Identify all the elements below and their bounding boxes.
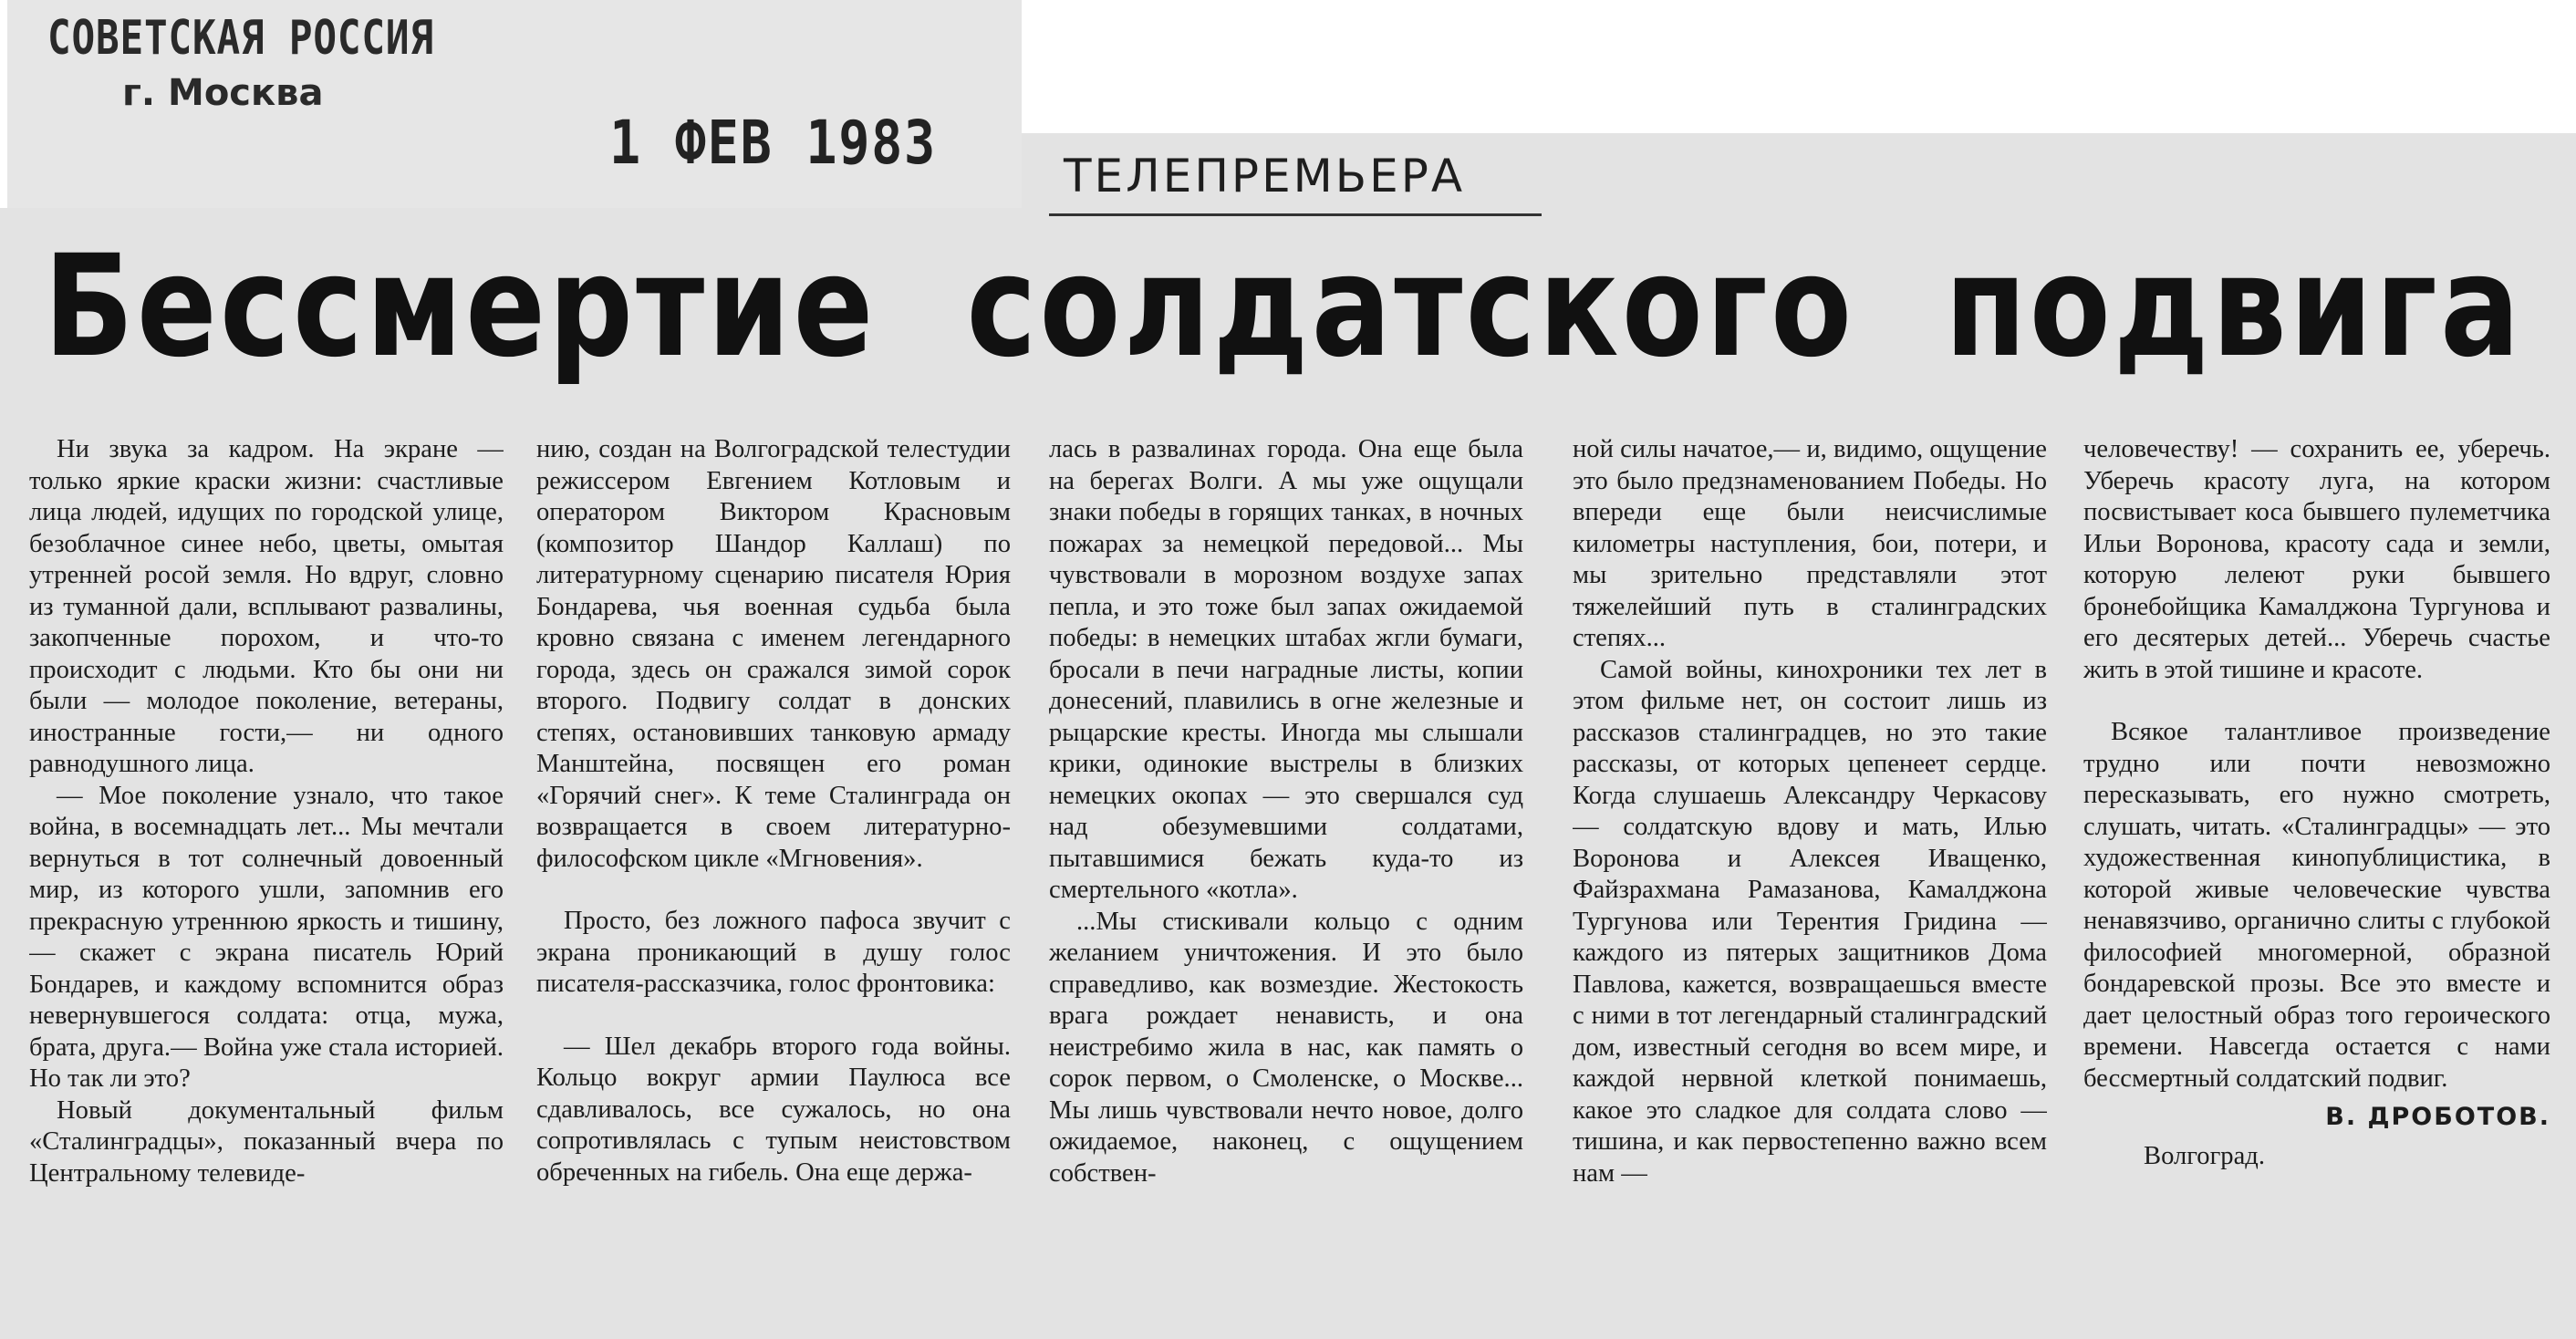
article-body	[29, 434, 2550, 1310]
newspaper-city: г. Москва	[122, 72, 324, 114]
newspaper-name: СОВЕТСКАЯ РОССИЯ	[47, 11, 434, 66]
paragraph: Ни звука за кадром. На экране — только яркие краски жизни: счастливые лица людей, идущих по городской улице, безоблачное синее небо, цветы, омытая утренней росой земля. Но вдруг, словно из туманной дали, всплывают развалины, закопченные порохом, и что-то происходит с людьми. Кто бы они ни были — молодое поколение, ветераны, иностранные гости,— ни одного равнодушного лица.	[29, 435, 504, 778]
paragraph: лась в развалинах города. Она еще была на берегах Волги. А мы уже ощущали знаки победы в горящих танках, в ночных пожарах за немецкой передовой... Мы чувствовали в морозном воздухе запах пепла, и это тоже был запах ожидаемой победы: в немецких штабах жгли бумаги, бросали в печи наградные листы, копии донесений, плавились в огне железные и рыцарские кресты. Иногда мы слышали крики, одинокие выстрелы в близких немецких окопах — это свершался суд над обезумевшими солдатами, пытавшимися бежать куда-то из смертельного «котла».	[1049, 435, 1523, 904]
column-1	[29, 434, 504, 1310]
article-headline: Бессмертие солдатского подвига	[44, 225, 2523, 389]
rubric-label: ТЕЛЕПРЕМЬЕРА	[1064, 150, 1466, 202]
paragraph: — Шел декабрь второго года войны. Кольцо вокруг армии Паулюса все сдавливалось, все сужалось, но она сопротивлялась с тупым неистовством обреченных на гибель. Она еще держа-	[536, 1032, 1011, 1187]
column-2	[536, 434, 1011, 1310]
author-signature: В. ДРОБОТОВ.	[2325, 1103, 2550, 1131]
date-stamp: 1 ФЕВ 1983	[609, 108, 937, 178]
author-location: Волгоград.	[2144, 1141, 2265, 1170]
paragraph: Просто, без ложного пафоса звучит с экрана проникающий в душу голос писателя-рассказчика, голос фронтовика:	[536, 907, 1011, 998]
paragraph: Всякое талантливое произведение трудно или почти невозможно пересказывать, его нужно смотреть, слушать, читать. «Сталинградцы» — это художественная кинопублицистика, в которой живые человеческие чувства ненавязчиво, органично слиты с глубокой философией многомерной, образной бондаревской прозы. Все это вместе и дает целостный образ того героического времени. Навсегда остается с нами бессмертный солдатский подвиг.	[2083, 718, 2550, 1093]
paragraph: — Мое поколение узнало, что такое война, в восемнадцать лет... Мы мечтали вернуться в тот солнечный довоенный мир, из которого ушли, запомнив его прекрасную утреннюю яркость и тишину,— скажет с экрана писатель Юрий Бондарев, и каждому вспомнится образ невернувшегося солдата: отца, мужа, брата, друга.— Война уже стала историей. Но так ли это?	[29, 781, 504, 1093]
newspaper-stamp	[47, 5, 434, 115]
paragraph: ной силы начатое,— и, видимо, ощущение это было предзнаменованием Победы. Но впереди еще были неисчислимые километры наступления, бои, потери, и мы зрительно представляли этот тяжелейший путь в сталинградских степях...	[1573, 435, 2047, 652]
paragraph: ...Мы стискивали кольцо с одним желанием уничтожения. И это было справедливо, как возмездие. Жестокость врага рождает ненависть, и она неистребимо жила в нас, как память о сорок первом, о Смоленске, о Москве... Мы лишь чувствовали нечто новое, долго ожидаемое, наконец, с ощущением собствен-	[1049, 907, 1523, 1188]
column-3	[1049, 434, 1523, 1310]
paragraph: Новый документальный фильм «Сталинградцы», показанный вчера по Центральному телевиде-	[29, 1095, 504, 1188]
paragraph: человечеству! — сохранить ее, уберечь. Уберечь красоту луга, на котором посвистывает коса бывшего пулеметчика Ильи Воронова, красоту сада и земли, которую лелеют руки бывшего бронебойщика Камалджона Тургунова и его десятерых детей... Уберечь счастье жить в этой тишине и красоте.	[2083, 435, 2550, 684]
column-5	[2083, 434, 2550, 1310]
column-4	[1573, 434, 2047, 1310]
rubric-underline	[1049, 213, 1542, 216]
paragraph: нию, создан на Волгоградской телестудии режиссером Евгением Котловым и оператором Виктором Красновым (композитор Шандор Каллаш) по литературному сценарию писателя Юрия Бондарева, чья военная судьба была кровно связана с именем легендарного города, здесь он сражался зимой сорок второго. Подвигу солдат в донских степях, остановивших танковую армаду Манштейна, посвящен его роман «Горячий снег». К теме Сталинграда он возвращается в своем литературно-философском цикле «Мгновения».	[536, 435, 1011, 873]
paragraph: Самой войны, кинохроники тех лет в этом фильме нет, он состоит лишь из рассказов сталинградцев, но это такие рассказы, от которых цепенеет сердце. Когда слушаешь Александру Черкасову — солдатскую вдову и мать, Илью Воронова и Алексея Иващенко, Файзрахмана Рамазанова, Камалджона Тургунова или Терентия Гридина — каждого из пятерых защитников Дома Павлова, кажется, возвращаешься вместе с ними в тот легендарный сталинградский дом, известный сегодня во всем мире, и каждой нервной клеткой понимаешь, какое это сладкое для солдата слово — тишина, и как первостепенно важно всем нам —	[1573, 655, 2047, 1188]
